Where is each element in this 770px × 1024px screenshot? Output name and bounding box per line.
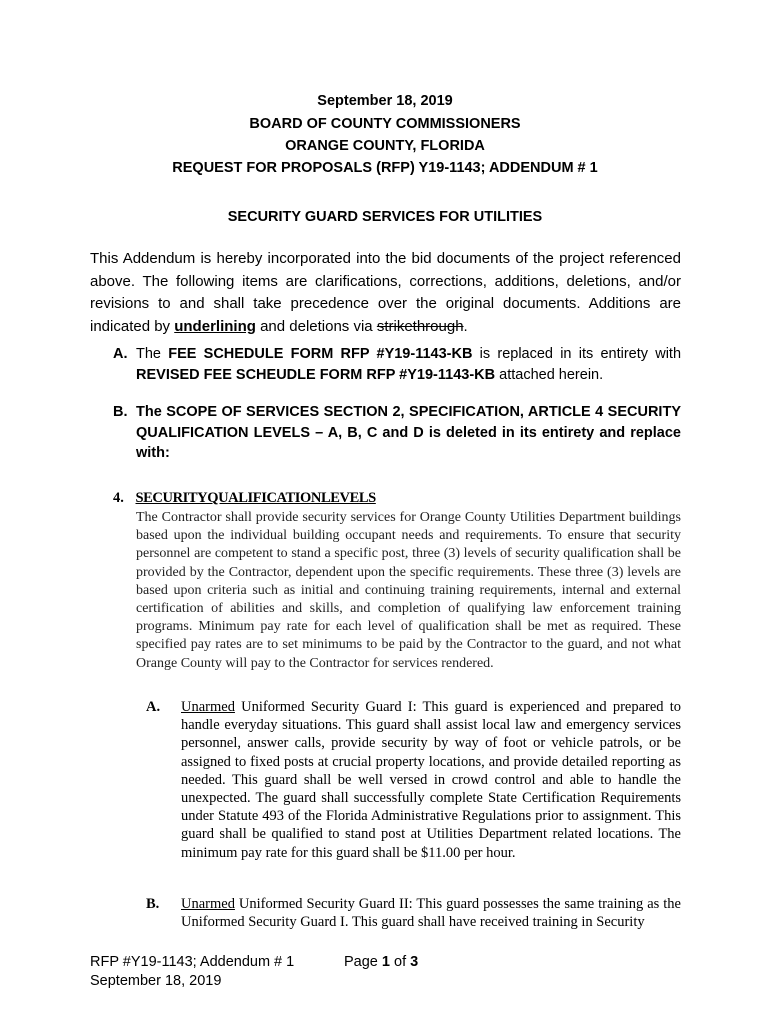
section-4-heading: SECURITYQUALIFICATIONLEVELS: [135, 490, 376, 506]
county-title: ORANGE COUNTY, FLORIDA: [285, 138, 485, 154]
item-b-letter: B.: [113, 404, 128, 420]
footer-page-word: Page: [344, 954, 382, 970]
document-date: September 18, 2019: [317, 93, 453, 109]
intro-middle: and deletions via: [255, 317, 377, 335]
item-a-body: [136, 344, 681, 385]
item-a-fee-schedule: FEE SCHEDULE FORM RFP #Y19-1143-KB: [168, 346, 473, 362]
item-a-letter: A.: [113, 346, 128, 362]
footer-date: September 18, 2019: [90, 973, 222, 989]
intro-text: This Addendum is hereby incorporated into the bid documents of the project referenced above. The following items are clarifications, corrections, additions, deletions, and/or revisions to and shall take precedence over the original documents. Additions are indicated by: [90, 250, 681, 335]
footer-of-word: of: [389, 954, 411, 970]
subject-title: SECURITY GUARD SERVICES FOR UTILITIES: [227, 209, 543, 225]
sub-item-a-body: [181, 698, 681, 862]
intro-paragraph: [90, 248, 681, 338]
sub-item-a-unarmed: Unarmed: [181, 699, 235, 715]
sub-item-b-unarmed: Unarmed: [181, 896, 235, 912]
section-4-body: The Contractor shall provide security services for Orange County Utilities Department buildings based upon the individual building occupant needs and requirements. To ensure that security personnel are competent to stand a specific post, three (3) levels of security qualification shall be provided by the Contractor, dependent upon the specific requirements. These three (3) levels are based upon criteria such as initial and continuing training requirements, internal and external certification of abilities and skills, and completion of qualifying law enforcement training programs. Minimum pay rate for each level of qualification shall be met as required. These specified pay rates are to set minimums to be paid by the Contractor to the guard, and not what Orange County will pay to the Contractor for services rendered.: [136, 510, 681, 671]
item-a-post: attached herein.: [495, 366, 604, 383]
underline-example: underlining: [174, 317, 256, 335]
sub-item-b-text: Uniformed Security Guard II: This guard possesses the same training as the Uniformed Security Guard I. This guard shall have received training in Security: [181, 896, 681, 931]
footer-page-current: 1: [381, 954, 390, 970]
item-a-revised-fee-schedule: REVISED FEE SCHEUDLE FORM RFP #Y19-1143-KB: [136, 366, 496, 383]
footer-rfp: RFP #Y19-1143; Addendum # 1: [90, 954, 295, 970]
footer-page-number: [344, 953, 418, 972]
rfp-addendum-title: REQUEST FOR PROPOSALS (RFP) Y19-1143; ADDENDUM # 1: [172, 160, 598, 176]
footer-page-total: 3: [410, 954, 419, 970]
page-footer: [90, 953, 419, 991]
sub-item-a-letter: A.: [146, 699, 161, 715]
section-4-title: [113, 490, 376, 507]
item-a-pre: The: [136, 346, 169, 362]
item-b-body: The SCOPE OF SERVICES SECTION 2, SPECIFICATION, ARTICLE 4 SECURITY QUALIFICATION LEVELS – A, B, C and D is deleted in its entirety and replace with:: [136, 404, 681, 461]
sub-item-b-body: [181, 895, 681, 931]
sub-item-b-letter: B.: [146, 896, 160, 912]
strikethrough-example: strikethrough: [376, 317, 464, 335]
item-a-mid: is replaced in its entirety with: [472, 346, 682, 362]
board-title: BOARD OF COUNTY COMMISSIONERS: [249, 116, 521, 132]
section-4-number: 4.: [113, 490, 124, 506]
sub-item-a-text: Uniformed Security Guard I: This guard is experienced and prepared to handle everyday situations. This guard shall assist local law and emergency services personnel, answer calls, provide security by way of foot or vehicle patrols, or be assigned to fixed posts at crucial property locations, and provide detailed reporting as needed. This guard shall be well versed in crowd control and able to handle the unexpected. The guard shall successfully complete State Certification Requirements under Statute 493 of the Florida Administrative Regulations prior to assignment. This guard shall be qualified to stand post at Utilities Department related locations. The minimum pay rate for this guard shall be $11.00 per hour.: [181, 699, 681, 861]
intro-end: .: [463, 317, 468, 335]
